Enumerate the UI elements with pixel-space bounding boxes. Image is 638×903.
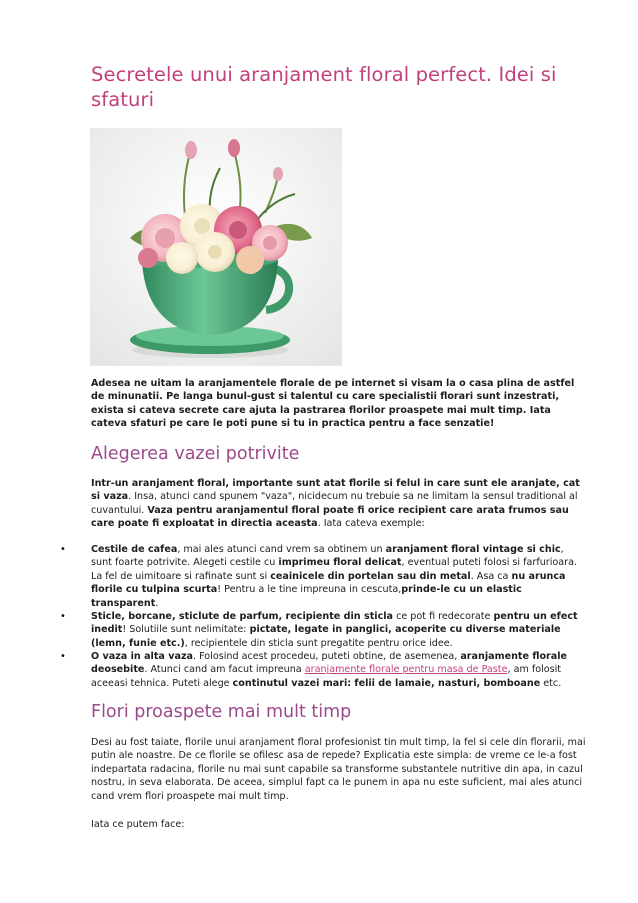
item1-b4: ceainicele din portelan sau din metal <box>270 570 471 582</box>
section-heading-vaza: Alegerea vazei potrivite <box>91 444 300 464</box>
item2-b3: pictate, legate in panglici, acoperite cu diverse materiale (lemn, funie etc.) <box>91 624 561 649</box>
intro-text: Adesea ne uitam la aranjamentele florale de pe internet si visam la o casa plina de astfel de minunatii. Pe langa bunul-gust si talentul cu care specialistii florari sunt inzestrati, exista si cateva secrete care ajuta la pastrarea florilor proaspete mai mult timp. Iata cateva sfaturi pe care le poti pune si tu in practica pentru a face senzatie! <box>91 378 575 430</box>
item1-t3: , eventual puteti folosi si farfurioara. La fel de uimitoare si rafinate sunt si <box>91 557 578 582</box>
item3-b3: continutul vazei mari: felii de lamaie, nasturi, bomboane <box>232 677 541 689</box>
item1-b5: nu arunca florile cu tulpina scurta <box>91 570 566 596</box>
section-heading-flori: Flori proaspete mai mult timp <box>91 702 352 722</box>
item3-b2: aranjamente florale deosebite <box>91 651 568 676</box>
item2-t1: ce pot fi redecorate <box>393 611 494 622</box>
item2-t3: , recipientele din sticla sunt pregatite pentru orice idee. <box>184 637 453 649</box>
section1-paragraph <box>91 477 587 531</box>
item1-t1: , mai ales atunci cand vrem sa obtinem un <box>177 544 386 555</box>
s1-text-1: . Insa, atunci cand spunem "vaza", nicidecum nu trebuie sa ne limitam la sensul traditional al cuvantului. <box>91 491 578 516</box>
s2-text-1: Desi au fost taiate, florile unui aranjament floral profesionist tin mult timp, la fel si cele din florarii, mai putin ale noastre. De ce florile se ofilesc asa de repede? Explicatia este simpla: de vreme ce le-a fost indepartata radacina, florile nu mai sunt capabile sa transforme substantele nutritive din apa, in cazul nostru, in seva elaborata. De aceea, simplul fapt ca le punem in apa nu este suficient, mai ales atunci cand vrem flori proaspete mai mult timp. <box>91 737 586 802</box>
bullet-1: • <box>60 544 66 555</box>
item3-t2: . Atunci cand am facut impreuna <box>144 664 305 676</box>
item1-t2: , sunt foarte potrivite. Alegeti cestile cu <box>91 544 564 569</box>
bullet-2: • <box>60 611 66 622</box>
section2-closing: Iata ce putem face: <box>91 819 185 830</box>
item1-t4: . Asa ca <box>470 570 512 582</box>
intro-paragraph <box>91 377 587 431</box>
page-title: Secretele unui aranjament floral perfect. Idei si sfaturi <box>91 63 557 111</box>
list-item-sticle <box>91 610 587 650</box>
item3-b1: O vaza in alta vaza <box>91 651 194 662</box>
flower-arrangement-photo <box>90 128 342 366</box>
link-aranjamente-paste[interactable]: aranjamente florale pentru masa de Paste <box>304 664 508 676</box>
s1-bold-1: Intr-un aranjament floral, importante sunt atat florile si felul in care sunt ele aranjate, cat si vaza <box>91 478 580 503</box>
list-item-cestile <box>91 543 587 610</box>
item2-b1: Sticle, borcane, sticlute de parfum, recipiente din sticla <box>91 611 394 622</box>
item2-t2: ! Solutiile sunt nelimitate: <box>122 624 250 636</box>
item3-t3: , am folosit aceeasi tehnica. Puteti alege <box>91 664 562 689</box>
item3-t4: etc. <box>540 677 562 689</box>
item1-b3: imprimeu floral delicat <box>278 557 402 569</box>
s1-text-2: . Iata cateva exemple: <box>317 518 425 530</box>
section2-paragraph <box>91 736 587 803</box>
list-item-vaza-in-vaza <box>91 650 587 690</box>
item1-b1: Cestile de cafea <box>91 544 178 555</box>
s1-bold-2: Vaza pentru aranjamentul floral poate fi orice recipient care arata frumos sau care poate fi exploatat in directia aceasta <box>91 504 569 530</box>
item1-t6: . <box>155 597 159 609</box>
item1-t5: ! Pentru a le tine impreuna in cescuta, <box>217 584 402 596</box>
item1-b6: prinde-le cu un elastic transparent <box>91 584 522 609</box>
item1-b2: aranjament floral vintage si chic <box>385 544 561 555</box>
item3-t1: . Folosind acest procedeu, puteti obtine, de asemenea, <box>193 651 461 662</box>
item2-b2: pentru un efect inedit <box>91 611 578 636</box>
bullet-3: • <box>60 651 66 662</box>
